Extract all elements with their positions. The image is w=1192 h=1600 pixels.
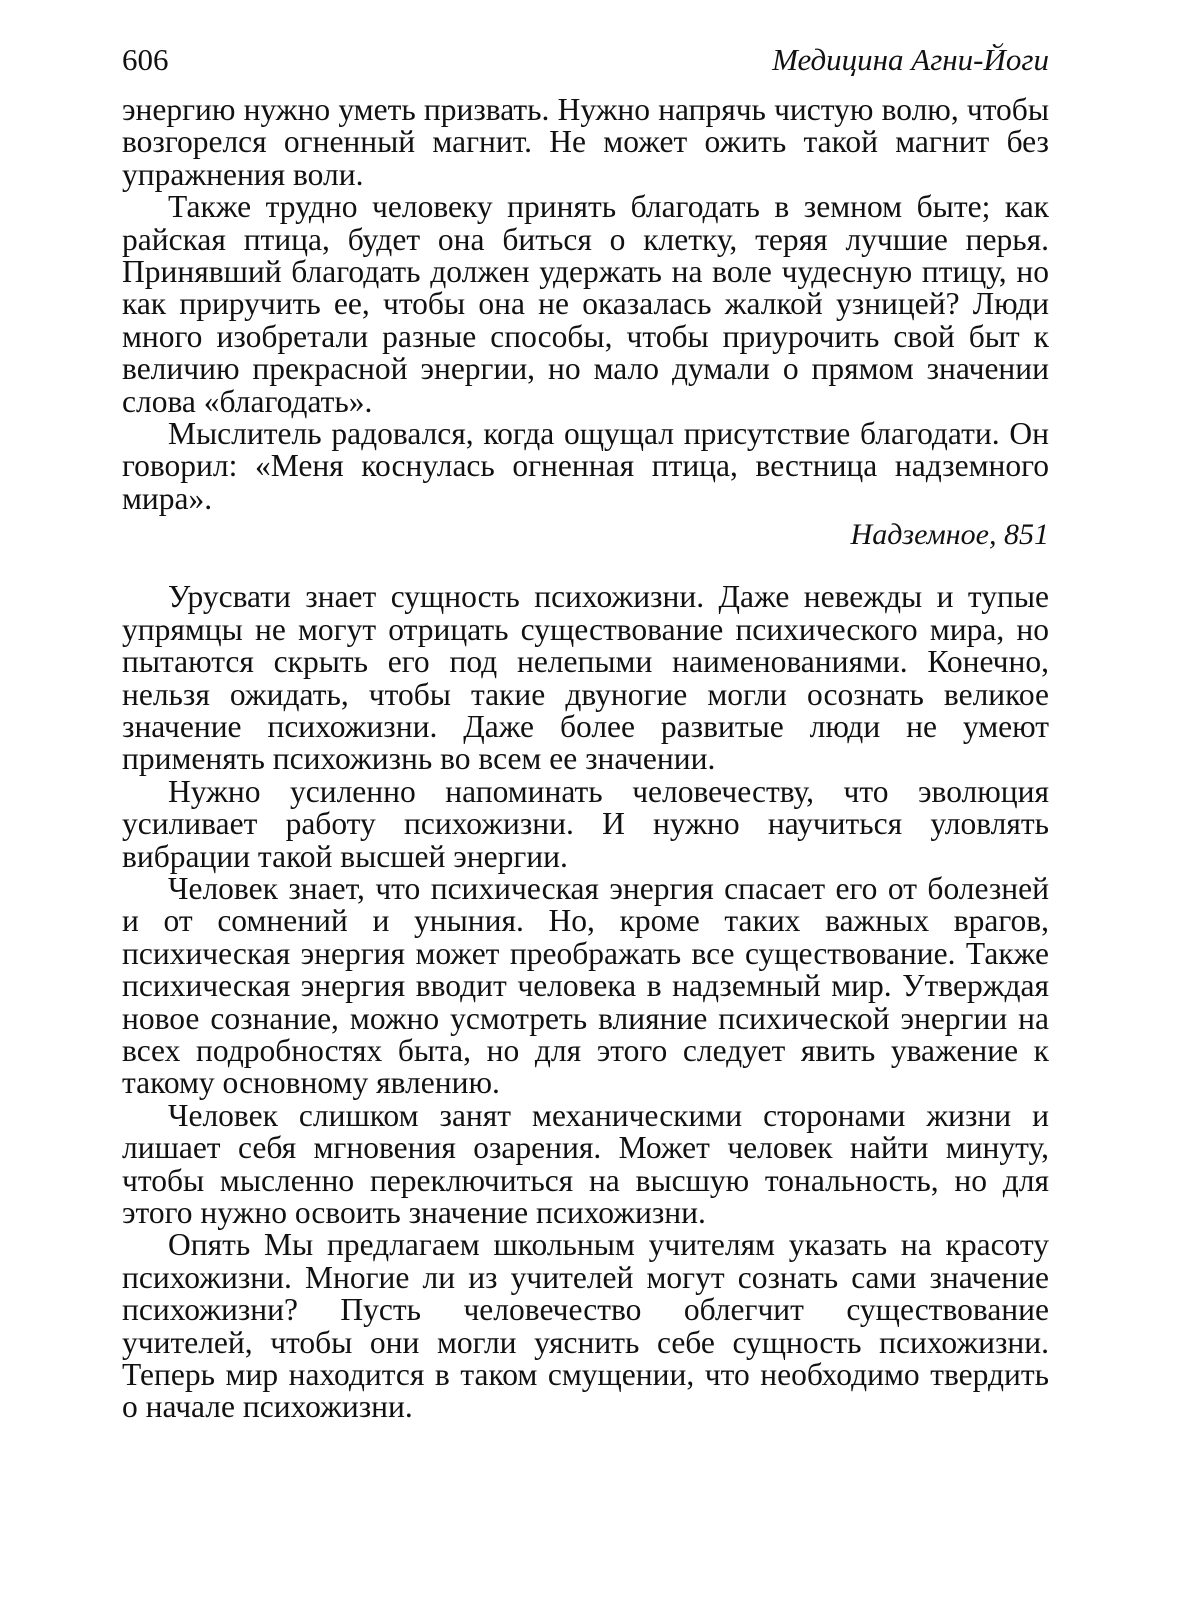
paragraph: Опять Мы предлагаем школьным учителям указать на красоту психожизни. Многие ли из учителей могут сознать сами значение психожизни? Пусть человечество облегчит существование учителей, чтобы они могли уяснить себе сущность психожизни. Теперь мир находится в таком смущении, что необходимо твердить о начале психожизни.	[122, 1227, 1049, 1425]
section-2	[122, 581, 1049, 1424]
paragraph: энергию нужно уметь призвать. Нужно напрячь чистую волю, чтобы возгорелся огненный магнит. Не может ожить такой магнит без упражнения воли.	[122, 92, 1049, 192]
running-head	[122, 40, 1049, 80]
paragraph: Человек знает, что психическая энергия спасает его от болезней и от сомнений и уныния. Но, кроме таких важных врагов, психическая энергия может преображать все существование. Также психическая энергия вводит человека в надземный мир. Утверждая новое сознание, можно усмотреть влияние психической энергии на всех подробностях быта, но для этого следует явить уважение к такому основному явлению.	[122, 870, 1049, 1101]
paragraph: Урусвати знает сущность психожизни. Даже невежды и тупые упрямцы не могут отрицать существование психического мира, но пытаются скрыть его под нелепыми наименованиями. Конечно, нельзя ожидать, чтобы такие двуногие могли осознать великое значение психожизни. Даже более развитые люди не умеют применять психожизнь во всем ее значении.	[122, 579, 1049, 777]
source-citation: Надземное, 851	[850, 518, 1049, 552]
paragraph: Мыслитель радовался, когда ощущал присутствие благодати. Он говорил: «Меня коснулась огненная птица, вестница надземного мира».	[122, 416, 1049, 516]
book-title: Медицина Агни-Йоги	[772, 42, 1049, 77]
paragraph: Нужно усиленно напоминать человечеству, что эволюция усиливает работу психожизни. И нужно научиться уловлять вибрации такой высшей энергии.	[122, 773, 1049, 874]
paragraph: Также трудно человеку принять благодать в земном быте; как райская птица, будет она биться о клетку, теряя лучшие перья. Принявший благодать должен удержать на воле чудесную птицу, но как приручить ее, чтобы она не оказалась жалкой узницей? Люди много изобретали разные способы, чтобы приурочить свой быт к величию прекрасной энергии, но мало думали о прямом значении слова «благодать».	[122, 189, 1049, 419]
section-1	[122, 94, 1049, 553]
paragraph: Человек слишком занят механическими сторонами жизни и лишает себя мгновения озарения. Может человек найти минуту, чтобы мысленно переключиться на высшую тональность, но для этого нужно освоить значение психожизни.	[122, 1097, 1049, 1230]
book-page	[122, 40, 1049, 1424]
page-number: 606	[122, 42, 169, 77]
